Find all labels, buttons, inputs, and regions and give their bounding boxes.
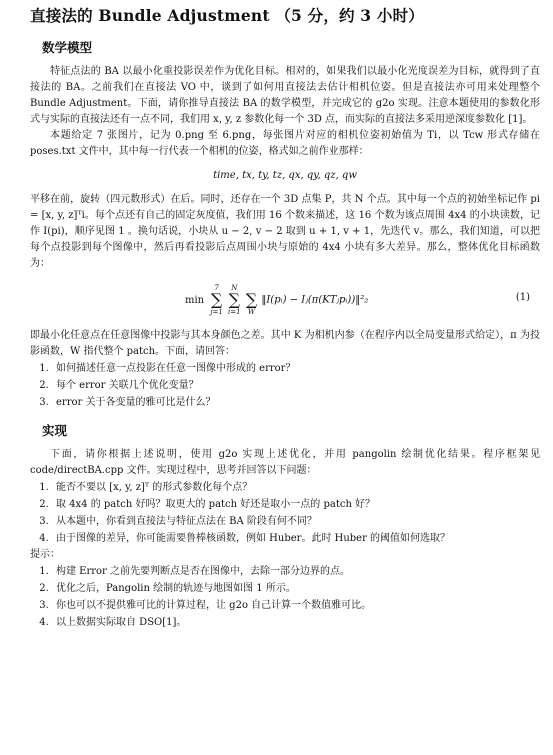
question-list-math: [30, 360, 540, 411]
section-heading-impl: 实现: [42, 423, 68, 438]
list-item: 3. 从本题中，你看到直接法与特征点法在 BA 阶段有何不同？: [52, 513, 540, 530]
list-item: 4. 以上数据实际取自 DSO[1]。: [52, 614, 540, 631]
question-list-impl: [30, 479, 540, 547]
list-item: 1. 如何描述任意一点投影在任意一图像中形成的 error？: [52, 360, 540, 377]
pose-format-line: time, tx, ty, tz, qx, qy, qz, qw: [213, 170, 357, 181]
equation-body: [185, 284, 368, 316]
paragraph-impl: 下面，请你根据上述说明，使用 g2o 实现上述优化，并用 pangolin 绘制优化结果。程序框架见 code/directBA.cpp 文件。实现过程中，思考并回答以下问题：: [30, 449, 540, 476]
list-item: 2. 取 4x4 的 patch 好吗？取更大的 patch 好还是取小一点的 patch 好？: [52, 496, 540, 513]
list-item: 1. 能否不要以 [x, y, z]ᵀ 的形式参数化每个点？: [52, 479, 540, 496]
objective-equation: [30, 278, 540, 322]
list-item: 1. 构建 Error 之前先要判断点是否在图像中，去除一部分边界的点。: [52, 563, 540, 580]
list-item: 4. 由于图像的差异，你可能需要鲁棒核函数，例如 Huber。此时 Huber 的阈值如何选取？: [52, 530, 540, 547]
sum3-lower: W: [247, 308, 256, 316]
sum-over-points: [228, 284, 241, 316]
list-item: 3. error 关于各变量的雅可比是什么？: [52, 394, 540, 411]
sigma-symbol: ∑: [228, 290, 240, 309]
page-title: 直接法的 Bundle Adjustment （5 分，约 3 小时）: [30, 6, 424, 25]
sigma-symbol: ∑: [245, 290, 258, 309]
equation-number: (1): [515, 292, 530, 303]
list-item: 2. 每个 error 关联几个优化变量？: [52, 377, 540, 394]
paragraph-intro: 特征点法的 BA 以最小化重投影误差作为优化目标。相对的，如果我们以最小化光度误差为目标，就得到了直接法的 BA。之前我们在直接法 VO 中，谈到了如何用直接法去估计相机位姿。但是直接法亦可用来处理整个 Bundle Adjustment。下面，请你推导直接法 BA 的数学模型，并完成它的 g2o 实现。注意本题使用的参数化形式与实际的直接法还有一点不同，我们用 x, y, z 参数化每一个 3D 点，而实际的直接法多采用逆深度参数化 [1]。: [30, 66, 540, 125]
hint-list: [30, 563, 540, 631]
section-heading-math: 数学模型: [42, 40, 93, 55]
paragraph-points: 平移在前，旋转（四元数形式）在后。同时，还存在一个 3D 点集 P，共 N 个点。其中每一个点的初始坐标记作 pi = [x, y, z]ᵀi。每个点还有自己的固定灰度值，我们用 16 个数来描述，这 16 个数为该点周围 4x4 的小块读数，记作 I(pi)，顺序见图 1 。换句话说，小块从 u − 2, v − 2 取到 u + 1, v + 1，先迭代 v。那么，我们知道，可以把每个点投影到每个图像中，然后再看投影后点周围小块与原始的 4x4 小块有多大差异。那么，整体优化目标函数为：: [30, 194, 540, 269]
sum2-lower: i=1: [228, 308, 241, 316]
sum-over-frames: [210, 284, 223, 316]
paragraph-objective-explain: 即最小化任意点在任意图像中投影与其本身颜色之差。其中 K 为相机内参（在程序内以全局变量形式给定），π 为投影函数，W 指代整个 patch。下面，请回答：: [30, 330, 540, 357]
list-item: 2. 优化之后，Pangolin 绘制的轨迹与地图如图 1 所示。: [52, 580, 540, 597]
paragraph-images: 本题给定 7 张图片，记为 0.png 至 6.png，每张图片对应的相机位姿初始值为 Ti，以 Tcw 形式存储在 poses.txt 文件中，其中每一行代表一个相机的位姿，格式如之前作业那样：: [30, 130, 540, 157]
hint-label: 提示：: [30, 549, 60, 560]
equation-norm-term: ‖I(pᵢ) − Iⱼ(π(KTⱼpᵢ))‖²₂: [261, 294, 369, 306]
sum1-upper: 7: [214, 284, 219, 292]
equation-min: min: [185, 294, 205, 306]
list-item: 3. 你也可以不提供雅可比的计算过程，让 g2o 自己计算一个数值雅可比。: [52, 597, 540, 614]
sum2-upper: N: [231, 284, 238, 292]
sum-over-patch: [246, 284, 257, 316]
sum1-lower: j=1: [210, 308, 223, 316]
sigma-symbol: ∑: [210, 290, 223, 309]
